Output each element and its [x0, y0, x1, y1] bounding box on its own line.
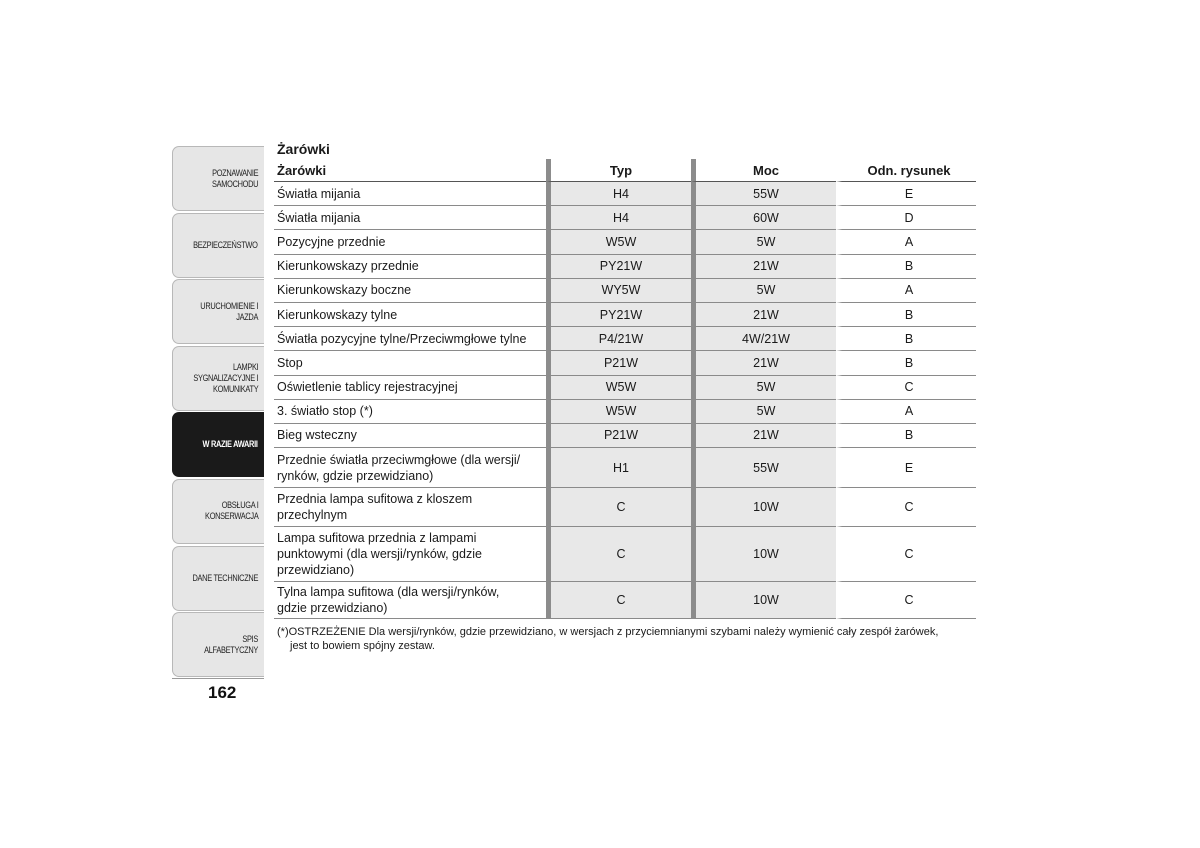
- header-power: Moc: [691, 159, 836, 182]
- cell-type: W5W: [546, 376, 691, 400]
- tab-lampki-sygnalizacyjne[interactable]: LAMPKI SYGNALIZACYJNE I KOMUNIKATY: [172, 346, 264, 411]
- cell-type: P21W: [546, 424, 691, 448]
- page-number: 162: [208, 683, 237, 702]
- tab-w-razie-awarii[interactable]: W RAZIE AWARII: [172, 412, 264, 477]
- cell-bulb-name: Lampa sufitowa przednia z lampami punktowymi (dla wersji/rynków, gdzie przewidziano): [274, 527, 546, 582]
- table-row: [274, 279, 976, 303]
- footnote-line-2: jest to bowiem spójny zestaw.: [290, 640, 435, 652]
- cell-type: H1: [546, 448, 691, 488]
- table-row: [274, 255, 976, 279]
- cell-power: 10W: [691, 582, 836, 619]
- table-row: [274, 206, 976, 230]
- cell-bulb-name: Oświetlenie tablicy rejestracyjnej: [274, 376, 546, 400]
- cell-bulb-name: Stop: [274, 351, 546, 375]
- cell-bulb-name: Tylna lampa sufitowa (dla wersji/rynków, gdzie przewidziano): [274, 582, 546, 619]
- cell-figure-ref: C: [836, 582, 976, 619]
- footnote: [277, 625, 977, 653]
- section-title: Żarówki: [277, 141, 330, 157]
- cell-figure-ref: B: [836, 303, 976, 327]
- cell-bulb-name: Kierunkowskazy tylne: [274, 303, 546, 327]
- cell-type: PY21W: [546, 255, 691, 279]
- cell-figure-ref: C: [836, 488, 976, 527]
- cell-bulb-name: Kierunkowskazy boczne: [274, 279, 546, 303]
- cell-bulb-name: Przednia lampa sufitowa z kloszem przechylnym: [274, 488, 546, 527]
- cell-figure-ref: B: [836, 351, 976, 375]
- table-row: [274, 582, 976, 619]
- cell-power: 5W: [691, 376, 836, 400]
- table-row: [274, 303, 976, 327]
- header-figure-ref: Odn. rysunek: [836, 159, 976, 182]
- cell-bulb-name: Pozycyjne przednie: [274, 230, 546, 254]
- cell-figure-ref: D: [836, 206, 976, 230]
- cell-power: 5W: [691, 230, 836, 254]
- chapter-tabs: [172, 146, 264, 679]
- tab-bezpieczenstwo[interactable]: BEZPIECZEŃSTWO: [172, 213, 264, 278]
- cell-power: 60W: [691, 206, 836, 230]
- cell-power: 10W: [691, 527, 836, 582]
- header-type: Typ: [546, 159, 691, 182]
- cell-bulb-name: Bieg wsteczny: [274, 424, 546, 448]
- cell-type: P4/21W: [546, 327, 691, 351]
- tab-dane-techniczne[interactable]: DANE TECHNICZNE: [172, 546, 264, 611]
- bulb-table: [274, 159, 976, 619]
- cell-bulb-name: 3. światło stop (*): [274, 400, 546, 424]
- tab-spis-alfabetyczny[interactable]: SPIS ALFABETYCZNY: [172, 612, 264, 677]
- tab-uruchomienie-i-jazda[interactable]: URUCHOMIENIE I JAZDA: [172, 279, 264, 344]
- cell-figure-ref: A: [836, 400, 976, 424]
- table-row: [274, 488, 976, 527]
- tabs-divider: [172, 678, 264, 679]
- table-row: [274, 448, 976, 488]
- table-row: [274, 400, 976, 424]
- cell-type: C: [546, 582, 691, 619]
- table-row: [274, 351, 976, 375]
- cell-type: W5W: [546, 230, 691, 254]
- cell-bulb-name: Kierunkowskazy przednie: [274, 255, 546, 279]
- header-bulbs: Żarówki: [274, 159, 546, 182]
- cell-type: W5W: [546, 400, 691, 424]
- cell-figure-ref: C: [836, 527, 976, 582]
- cell-power: 21W: [691, 303, 836, 327]
- cell-type: PY21W: [546, 303, 691, 327]
- cell-power: 21W: [691, 351, 836, 375]
- cell-power: 55W: [691, 448, 836, 488]
- cell-figure-ref: B: [836, 424, 976, 448]
- cell-power: 21W: [691, 424, 836, 448]
- table-row: [274, 424, 976, 448]
- cell-figure-ref: C: [836, 376, 976, 400]
- cell-power: 5W: [691, 400, 836, 424]
- cell-type: WY5W: [546, 279, 691, 303]
- cell-power: 10W: [691, 488, 836, 527]
- cell-type: H4: [546, 182, 691, 206]
- cell-type: C: [546, 527, 691, 582]
- tab-poznawanie-samochodu[interactable]: POZNAWANIE SAMOCHODU: [172, 146, 264, 211]
- cell-figure-ref: E: [836, 448, 976, 488]
- table-row: [274, 527, 976, 582]
- table-row: [274, 376, 976, 400]
- cell-figure-ref: A: [836, 230, 976, 254]
- cell-bulb-name: Światła mijania: [274, 206, 546, 230]
- cell-bulb-name: Przednie światła przeciwmgłowe (dla wersji/ rynków, gdzie przewidziano): [274, 448, 546, 488]
- cell-power: 4W/21W: [691, 327, 836, 351]
- tab-obsluga-i-konserwacja[interactable]: OBSŁUGA I KONSERWACJA: [172, 479, 264, 544]
- cell-figure-ref: E: [836, 182, 976, 206]
- cell-type: P21W: [546, 351, 691, 375]
- cell-figure-ref: B: [836, 327, 976, 351]
- cell-bulb-name: Światła pozycyjne tylne/Przeciwmgłowe tylne: [274, 327, 546, 351]
- table-row: [274, 182, 976, 206]
- table-row: [274, 230, 976, 254]
- cell-bulb-name: Światła mijania: [274, 182, 546, 206]
- cell-power: 21W: [691, 255, 836, 279]
- footnote-line-1: (*)OSTRZEŻENIE Dla wersji/rynków, gdzie przewidziano, w wersjach z przyciemnianymi szybami należy wymienić cały zespół żarówek,: [277, 626, 939, 638]
- cell-power: 55W: [691, 182, 836, 206]
- cell-figure-ref: A: [836, 279, 976, 303]
- cell-type: H4: [546, 206, 691, 230]
- cell-figure-ref: B: [836, 255, 976, 279]
- cell-type: C: [546, 488, 691, 527]
- cell-power: 5W: [691, 279, 836, 303]
- table-row: [274, 327, 976, 351]
- table-header-row: [274, 159, 976, 182]
